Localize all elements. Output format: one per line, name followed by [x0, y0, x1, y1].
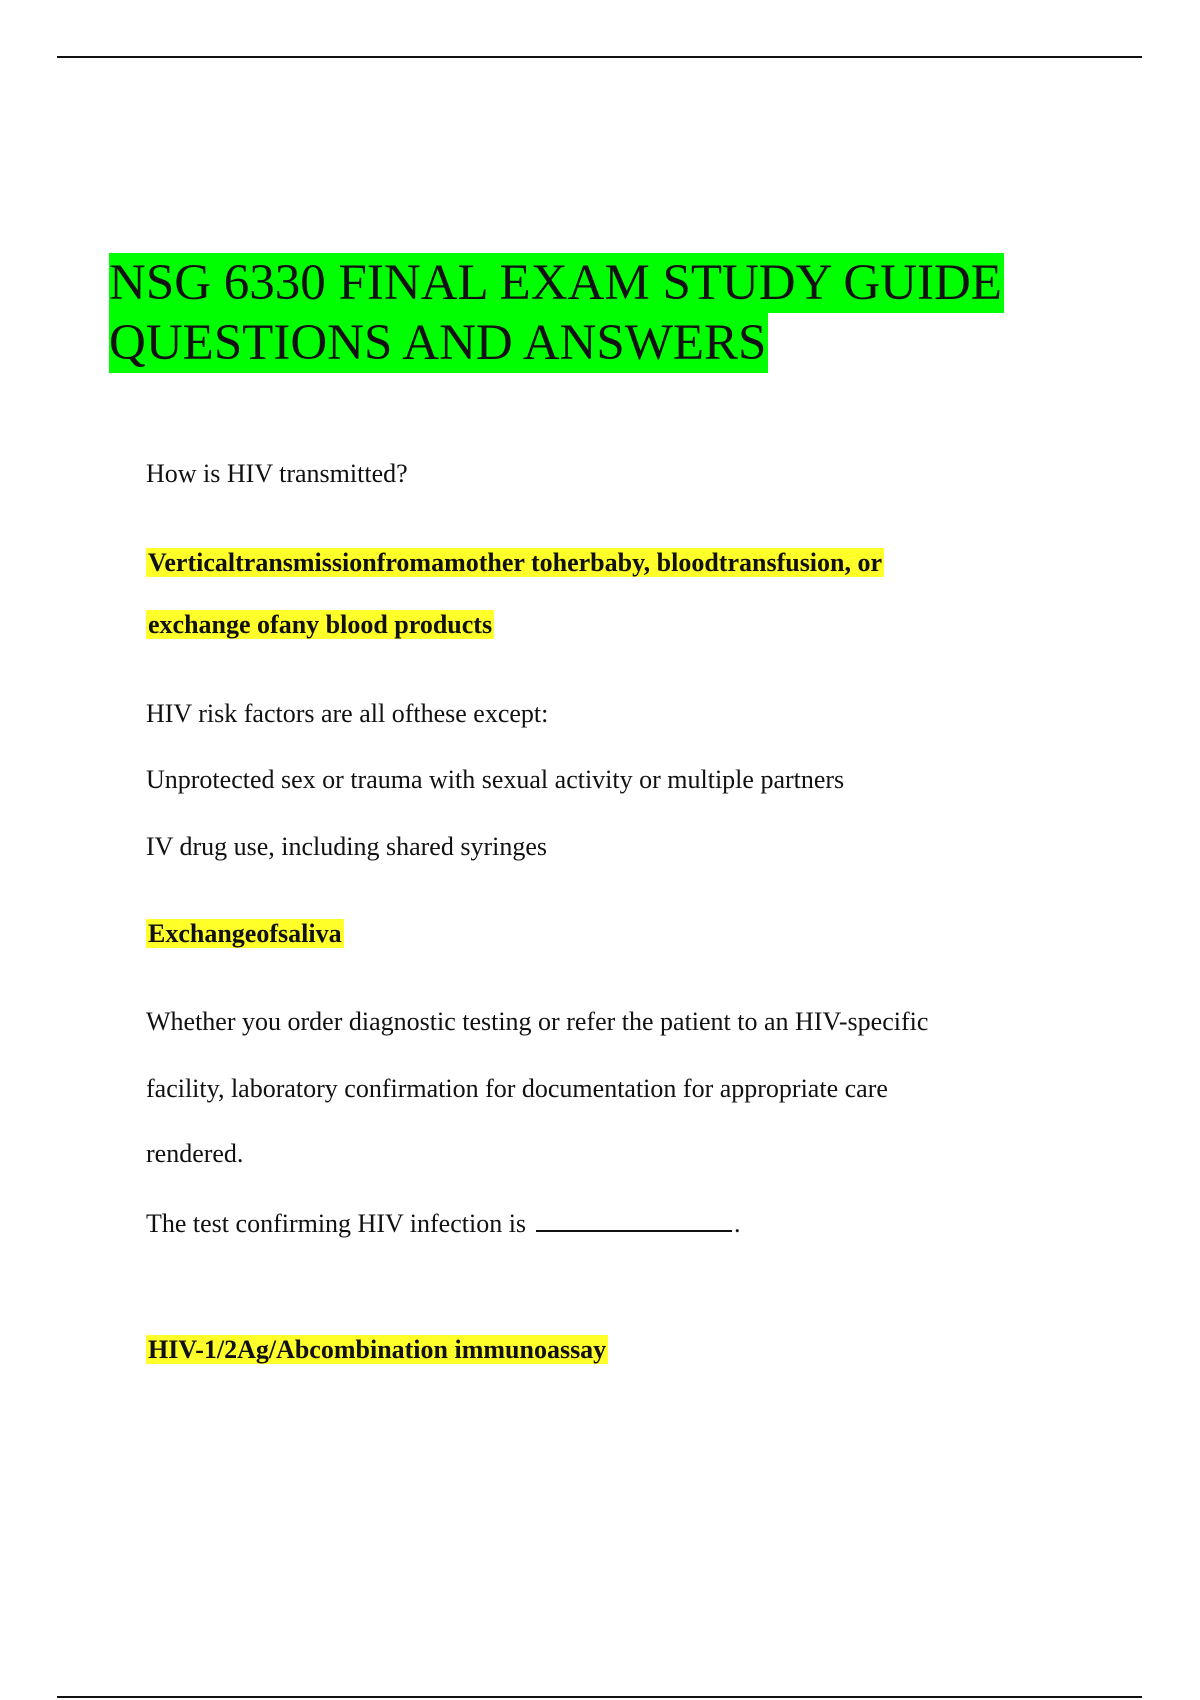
document-title [109, 253, 1059, 373]
option-2-2 [146, 830, 547, 864]
question-3-line-3 [146, 1137, 243, 1171]
bottom-rule [57, 1696, 1142, 1698]
option-text: Unprotected sex or trauma with sexual activity or multiple partners [146, 765, 845, 794]
fill-in-blank [536, 1204, 732, 1232]
top-rule [57, 56, 1142, 58]
answer-highlight: HIV-1/2Ag/Abcombination immunoassay [148, 1335, 607, 1364]
answer-1-line-2 [146, 608, 494, 642]
option-text: IV drug use, including shared syringes [146, 832, 548, 861]
answer-highlight: Exchangeofsaliva [148, 919, 342, 948]
option-2-1 [146, 763, 844, 797]
question-text: Whether you order diagnostic testing or refer the patient to an HIV-specific [146, 1007, 929, 1036]
answer-3 [146, 1333, 608, 1367]
question-3-line-1 [146, 1005, 928, 1039]
title-line-1: NSG 6330 FINAL EXAM STUDY GUIDE [109, 255, 1002, 311]
question-text: facility, laboratory confirmation for documentation for appropriate care [146, 1074, 888, 1103]
question-text: rendered. [146, 1139, 244, 1168]
question-text: HIV risk factors are all ofthese except: [146, 699, 549, 728]
answer-1-line-1 [146, 546, 884, 580]
question-text: How is HIV transmitted? [146, 459, 408, 488]
fill-in-line [146, 1204, 741, 1241]
question-3-line-2 [146, 1072, 888, 1106]
question-1 [146, 457, 408, 491]
answer-highlight: Verticaltransmissionfromamother toherbaby, bloodtransfusion, or [148, 548, 883, 577]
question-2 [146, 697, 548, 731]
answer-highlight: exchange ofany blood products [148, 610, 493, 639]
fill-in-prefix: The test confirming HIV infection is [146, 1209, 527, 1238]
fill-in-suffix: . [734, 1209, 741, 1238]
title-line-2: QUESTIONS AND ANSWERS [109, 315, 767, 371]
answer-2 [146, 917, 344, 951]
